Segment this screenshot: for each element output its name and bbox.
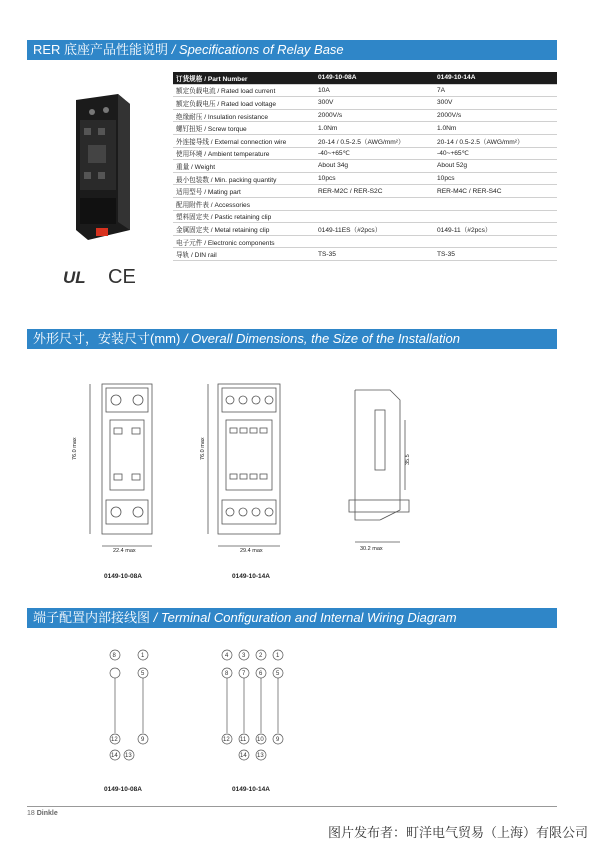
terminal-4: 4 — [225, 653, 229, 659]
wiring-model-08a: 0149-10-08A — [104, 786, 142, 793]
terminal-13: 13 — [125, 753, 132, 759]
width-dim-08a: 22.4 max — [113, 548, 136, 554]
relay-base-photo — [58, 90, 138, 245]
section-title-cn: 端子配置内部接线图 — [33, 610, 151, 625]
table-row — [173, 134, 557, 147]
brand-logo: Dinkle — [36, 810, 58, 817]
table-cell: 配用附件表 / Accessories — [173, 197, 315, 210]
table-cell: 300V — [315, 97, 434, 110]
table-row — [173, 109, 557, 122]
table-row — [173, 97, 557, 110]
table-row — [173, 223, 557, 236]
section-header-dims — [27, 329, 557, 349]
spec-table — [173, 72, 557, 261]
table-cell: About 52g — [434, 160, 557, 173]
wiring-diagram-14a — [215, 645, 295, 765]
table-cell — [315, 235, 434, 248]
terminal-11: 11 — [240, 737, 247, 743]
table-cell: 适用型号 / Mating part — [173, 185, 315, 198]
table-cell: 塑料固定夹 / Pastic retaining clip — [173, 210, 315, 223]
table-cell — [434, 210, 557, 223]
table-cell: About 34g — [315, 160, 434, 173]
wiring-diagram-08a — [95, 645, 165, 765]
footer-divider — [27, 806, 557, 807]
terminal-5: 5 — [276, 671, 280, 677]
table-row — [173, 147, 557, 160]
width-dim-14a: 29.4 max — [240, 548, 263, 554]
table-cell: 电子元件 / Electronic components — [173, 235, 315, 248]
model-label-08a: 0149-10-08A — [104, 573, 142, 580]
table-cell: 1.0Nm — [434, 122, 557, 135]
table-cell: 螺钉扭矩 / Screw torque — [173, 122, 315, 135]
wiring-model-14a: 0149-10-14A — [232, 786, 270, 793]
dimension-drawing-14a — [200, 376, 290, 561]
ce-mark: CE — [108, 266, 136, 288]
table-cell: 0149-11ES（#2pcs） — [315, 223, 434, 236]
ul-mark: UL — [63, 268, 86, 287]
table-cell: 额定负载电流 / Rated load current — [173, 84, 315, 97]
table-cell: 2000V/s — [315, 109, 434, 122]
spec-table-header — [173, 72, 557, 84]
side-height-dim: 35.5 — [405, 454, 411, 465]
terminal-12: 12 — [223, 737, 230, 743]
table-cell: 10A — [315, 84, 434, 97]
terminal-2: 2 — [259, 653, 263, 659]
table-cell: 7A — [434, 84, 557, 97]
table-cell: TS-35 — [434, 248, 557, 261]
table-cell: 额定负载电压 / Rated load voltage — [173, 97, 315, 110]
section-title-en: / Terminal Configuration and Internal Wiring Diagram — [153, 610, 457, 625]
height-dim-14a: 76.0 max — [200, 437, 206, 460]
table-cell: 金属固定夹 / Metal retaining clip — [173, 223, 315, 236]
table-cell: TS-35 — [315, 248, 434, 261]
terminal-1: 1 — [276, 653, 280, 659]
model-label-14a: 0149-10-14A — [232, 573, 270, 580]
table-cell: 使用环境 / Ambient temperature — [173, 147, 315, 160]
table-cell: 外连接导线 / External connection wire — [173, 134, 315, 147]
table-cell: 绝缘耐压 / Insulation resistance — [173, 109, 315, 122]
table-cell — [315, 197, 434, 210]
height-dim-08a: 76.0 max — [72, 437, 78, 460]
section-header-wiring — [27, 608, 557, 628]
terminal-6: 6 — [259, 671, 263, 677]
table-cell: 20-14 / 0.5-2.5（AWG/mm²） — [434, 134, 557, 147]
terminal-8: 8 — [112, 653, 116, 659]
table-cell: 10pcs — [434, 172, 557, 185]
table-cell: 重量 / Weight — [173, 160, 315, 173]
table-cell: 300V — [434, 97, 557, 110]
terminal-8: 8 — [225, 671, 229, 677]
table-row — [173, 235, 557, 248]
section-title-cn: 外形尺寸，安装尺寸(mm) — [33, 331, 181, 346]
table-row — [173, 210, 557, 223]
publisher-watermark: 图片发布者：町洋电气贸易（上海）有限公司 — [327, 825, 588, 840]
terminal-9: 9 — [141, 737, 145, 743]
table-cell: -40~+65℃ — [434, 147, 557, 160]
terminal-9: 9 — [276, 737, 280, 743]
terminal-7: 7 — [242, 671, 246, 677]
dimension-drawing-08a — [80, 376, 170, 561]
table-cell: 导轨 / DIN rail — [173, 248, 315, 261]
table-cell: 10pcs — [315, 172, 434, 185]
terminal-1: 1 — [141, 653, 145, 659]
table-cell — [434, 235, 557, 248]
table-cell: 1.0Nm — [315, 122, 434, 135]
table-row — [173, 172, 557, 185]
table-row — [173, 84, 557, 97]
section-title-en: / Specifications of Relay Base — [171, 42, 344, 57]
header-cell: 0149-10-08A — [315, 72, 434, 84]
table-cell: 0149-11（#2pcs） — [434, 223, 557, 236]
table-cell: 2000V/s — [434, 109, 557, 122]
table-row — [173, 197, 557, 210]
terminal-5: 5 — [141, 671, 145, 677]
terminal-14: 14 — [240, 753, 247, 759]
table-cell — [434, 197, 557, 210]
table-cell — [315, 210, 434, 223]
table-row — [173, 248, 557, 261]
table-cell: RER-M2C / RER-S2C — [315, 185, 434, 198]
table-cell: 20-14 / 0.5-2.5（AWG/mm²） — [315, 134, 434, 147]
table-cell: 最小包装数 / Min. packing quantity — [173, 172, 315, 185]
section-title-en: / Overall Dimensions, the Size of the Installation — [183, 331, 460, 346]
section-header-spec — [27, 40, 557, 60]
section-title-cn: RER 底座产品性能说明 — [33, 42, 169, 57]
terminal-13: 13 — [257, 753, 264, 759]
side-view-drawing — [335, 380, 425, 550]
page-number: 18 — [27, 810, 35, 817]
side-width-dim: 30.2 max — [360, 546, 383, 552]
header-cell: 0149-10-14A — [434, 72, 557, 84]
terminal-12: 12 — [111, 737, 118, 743]
terminal-3: 3 — [242, 653, 246, 659]
table-row — [173, 160, 557, 173]
table-row — [173, 185, 557, 198]
table-cell: -40~+65℃ — [315, 147, 434, 160]
table-cell: RER-M4C / RER-S4C — [434, 185, 557, 198]
table-row — [173, 122, 557, 135]
terminal-14: 14 — [111, 753, 118, 759]
footer-page-brand — [27, 810, 58, 817]
header-cell: 订货规格 / Part Number — [173, 72, 315, 84]
terminal-10: 10 — [257, 737, 264, 743]
